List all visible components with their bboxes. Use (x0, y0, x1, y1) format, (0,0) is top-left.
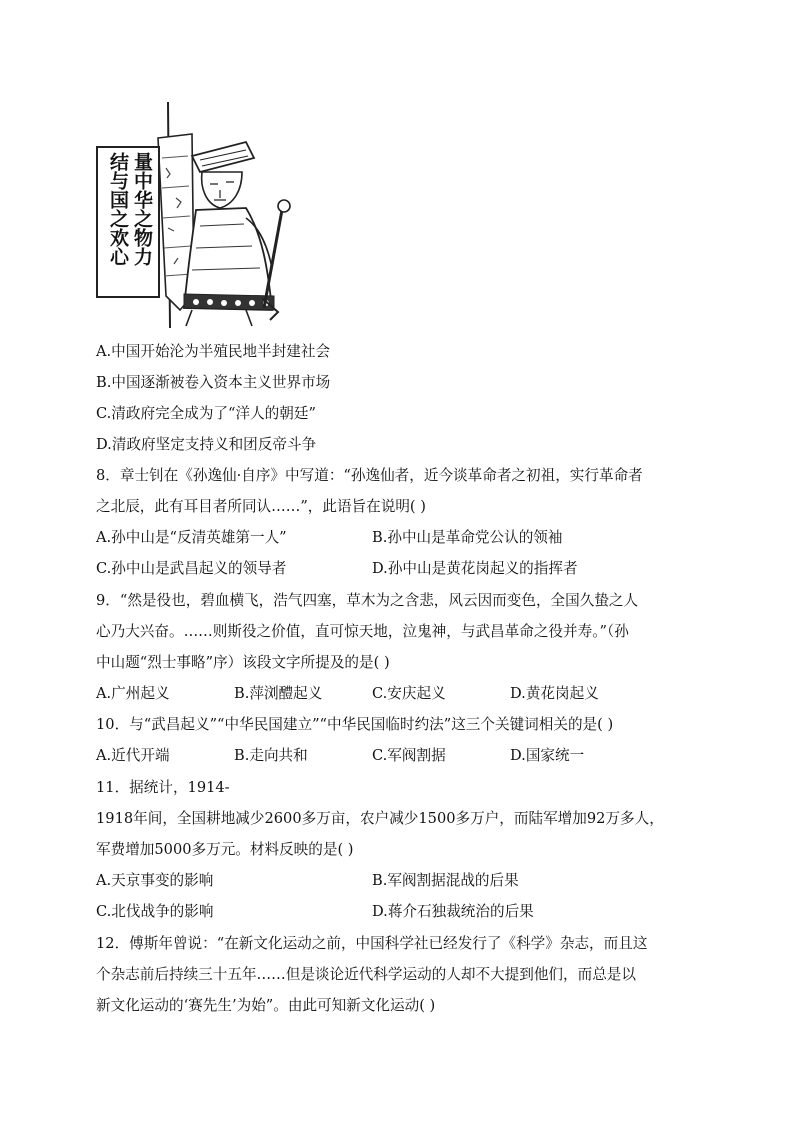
q12-stem-line-2: 个杂志前后持续三十五年……但是谈论近代科学运动的人却不大提到他们，而总是以 (96, 966, 636, 983)
q8-stem-line-1: 8．章士钊在《孙逸仙·自序》中写道：“孙逸仙者，近今谈革命者之初祖，实行革命者 (96, 467, 643, 484)
q10-stem: 10．与“武昌起义”“中华民国建立”“中华民国临时约法”这三个关键词相关的是( ) (96, 716, 614, 733)
q11-stem-line-3: 军费增加5000多万元。材料反映的是( ) (96, 841, 354, 858)
q11-option-a: A.天京事变的影响 (96, 872, 214, 889)
q9-option-c: C.安庆起义 (372, 685, 446, 702)
q8-option-b: B.孙中山是革命党公认的领袖 (372, 529, 563, 546)
cartoon-illustration (96, 98, 298, 330)
q9-stem-line-1: 9．“然是役也，碧血横飞，浩气四塞，草木为之含悲，风云因而变色，全国久蛰之人 (96, 592, 639, 609)
q10-option-d: D.国家统一 (510, 747, 585, 764)
q9-option-d: D.黄花岗起义 (510, 685, 599, 702)
q8-option-d: D.孙中山是黄花岗起义的指挥者 (372, 560, 578, 577)
q9-option-a: A.广州起义 (96, 685, 170, 702)
q9-option-b: B.萍浏醴起义 (234, 685, 323, 702)
q8-option-c: C.孙中山是武昌起义的领导者 (96, 560, 287, 577)
q11-stem-line-2: 1918年间，全国耕地减少2600多万亩，农户减少1500多万户，而陆军增加92万多人， (96, 810, 664, 827)
q11-stem-line-1: 11．据统计，1914- (96, 779, 230, 796)
caption-column-1: 量中华之物力 (131, 152, 153, 266)
caption-box (96, 146, 160, 298)
q11-option-b: B.军阀割据混战的后果 (372, 872, 519, 889)
q11-option-c: C.北伐战争的影响 (96, 903, 214, 920)
caption-column-2: 结与国之欢心 (107, 152, 129, 266)
q10-option-b: B.走向共和 (234, 747, 308, 764)
q9-stem-line-3: 中山题“烈士事略”序）该段文字所提及的是( ) (96, 654, 390, 671)
q8-option-a: A.孙中山是“反清英雄第一人” (96, 529, 287, 546)
q9-stem-line-2: 心乃大兴奋。……则斯役之价值，直可惊天地，泣鬼神，与武昌革命之役并寿。”（孙 (96, 623, 629, 640)
q12-stem-line-3: 新文化运动的‘赛先生’为始”。由此可知新文化运动( ) (96, 997, 436, 1014)
q7-option-a: A.中国开始沦为半殖民地半封建社会 (96, 343, 331, 360)
q10-option-c: C.军阀割据 (372, 747, 446, 764)
q7-option-c: C.清政府完全成为了“洋人的朝廷” (96, 405, 316, 422)
q12-stem-line-1: 12．傅斯年曾说：“在新文化运动之前，中国科学社已经发行了《科学》杂志，而且这 (96, 935, 648, 952)
q7-option-b: B.中国逐渐被卷入资本主义世界市场 (96, 374, 331, 391)
q7-option-d: D.清政府坚定支持义和团反帝斗争 (96, 436, 317, 453)
q10-option-a: A.近代开端 (96, 747, 170, 764)
q11-option-d: D.蒋介石独裁统治的后果 (372, 903, 534, 920)
q8-stem-line-2: 之北辰，此有耳目者所同认……”，此语旨在说明( ) (96, 498, 426, 515)
